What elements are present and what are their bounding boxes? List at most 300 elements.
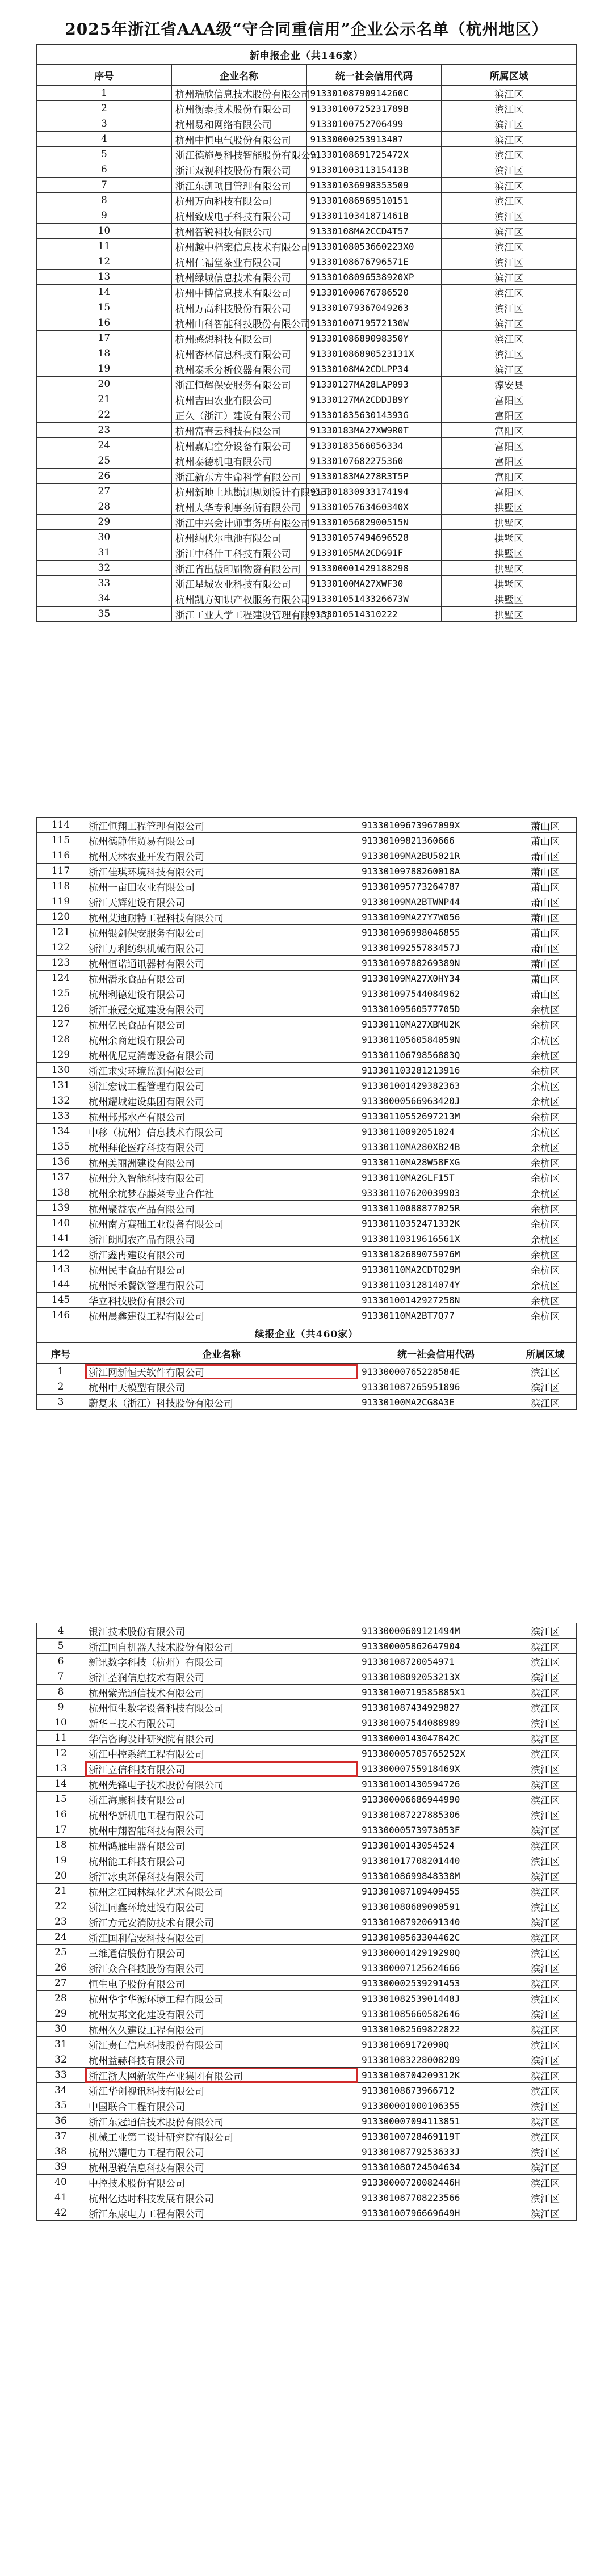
table-row [37, 239, 577, 254]
company-name: 杭州潘永食品有限公司 [85, 971, 358, 986]
company-name: 杭州分入智能科技有限公司 [85, 1170, 358, 1185]
region: 余杭区 [514, 1078, 577, 1093]
company-name: 杭州富春云科技有限公司 [171, 423, 306, 438]
table-row [37, 2083, 577, 2098]
credit-code: 91330110552697213M [358, 1109, 514, 1124]
region: 余杭区 [514, 1001, 577, 1017]
credit-code: 91330110352471332K [358, 1216, 514, 1231]
table-row [37, 1308, 577, 1323]
credit-code: 91330108704209312K [358, 2068, 514, 2083]
company-name: 浙江万利纺织机械有限公司 [85, 940, 358, 956]
table-row [37, 2205, 577, 2221]
table-row [37, 1001, 577, 1017]
company-name: 杭州泰德机电有限公司 [171, 453, 306, 469]
table-row [37, 300, 577, 315]
table-row [37, 116, 577, 132]
company-name: 机械工业第二设计研究院有限公司 [85, 2129, 358, 2144]
company-name: 浙江东凯项目管理有限公司 [171, 178, 306, 193]
region: 滨江区 [442, 208, 577, 224]
row-index: 134 [37, 1124, 85, 1139]
row-index: 23 [37, 1914, 85, 1930]
company-table [36, 1623, 577, 2221]
row-index: 35 [37, 2098, 85, 2114]
credit-code: 91330183MA27XW9R0T [306, 423, 442, 438]
company-name: 浙江海康科技有限公司 [85, 1792, 358, 1807]
table-row [37, 1293, 577, 1308]
company-name: 杭州天林农业开发有限公司 [85, 848, 358, 864]
region: 滨江区 [514, 1639, 577, 1654]
table-row [37, 285, 577, 300]
row-index: 129 [37, 1047, 85, 1063]
credit-code: 91330109788260018A [358, 864, 514, 879]
credit-code: 91330108699848338M [358, 1868, 514, 1884]
company-name: 杭州智锐科技有限公司 [171, 224, 306, 239]
region: 滨江区 [514, 1669, 577, 1685]
credit-code: 913301095773264787 [358, 879, 514, 894]
credit-code: 91330108676796571E [306, 254, 442, 270]
credit-code: 91330110679856883Q [358, 1047, 514, 1063]
region: 余杭区 [514, 1247, 577, 1262]
table-row [37, 818, 577, 833]
table-row [37, 2068, 577, 2083]
company-name: 中控技术股份有限公司 [85, 2175, 358, 2190]
table-row [37, 1139, 577, 1155]
row-index: 4 [37, 1623, 85, 1639]
credit-code: 91330109MA27Y7W056 [358, 910, 514, 925]
row-index: 6 [37, 162, 172, 178]
company-name: 浙江方元安消防技术有限公司 [85, 1914, 358, 1930]
company-name: 杭州山科智能科技股份有限公司 [171, 315, 306, 331]
table-row [37, 1930, 577, 1945]
row-index: 11 [37, 239, 172, 254]
company-name: 浙江宏诚工程管理有限公司 [85, 1078, 358, 1093]
credit-code: 91330110341871461B [306, 208, 442, 224]
company-name: 华立科技股份有限公司 [85, 1293, 358, 1308]
table-row [37, 1777, 577, 1792]
region: 滨江区 [514, 2160, 577, 2175]
table-row [37, 1247, 577, 1262]
region: 滨江区 [514, 2129, 577, 2144]
credit-code: 913301087434929827 [358, 1700, 514, 1715]
company-name: 杭州聚益农产品有限公司 [85, 1201, 358, 1216]
table-row [37, 925, 577, 940]
company-name: 杭州拜伦医疗科技有限公司 [85, 1139, 358, 1155]
credit-code: 91330100143054524 [358, 1838, 514, 1853]
company-name: 杭州恒诺通讯器材有限公司 [85, 956, 358, 971]
table-row [37, 1884, 577, 1899]
section-title: 新申报企业（共146家） [37, 45, 577, 65]
region: 萧山区 [514, 956, 577, 971]
row-index: 128 [37, 1032, 85, 1047]
region: 余杭区 [514, 1293, 577, 1308]
credit-code: 913301082569822822 [358, 2022, 514, 2037]
region: 余杭区 [514, 1063, 577, 1078]
table-row [37, 2022, 577, 2037]
region: 滨江区 [442, 193, 577, 208]
credit-code: 91330000573973053F [358, 1822, 514, 1838]
credit-code: 9133010514310222 [306, 607, 442, 622]
company-name: 杭州一亩田农业有限公司 [85, 879, 358, 894]
company-name: 华信咨询设计研究院有限公司 [85, 1731, 358, 1746]
row-index: 28 [37, 499, 172, 515]
company-name: 浙江国自机器人技术股份有限公司 [85, 1639, 358, 1654]
table-row [37, 86, 577, 101]
company-name: 浙江恒辉保安服务有限公司 [171, 377, 306, 392]
table-row [37, 561, 577, 576]
company-name: 浙江鑫冉建设有限公司 [85, 1247, 358, 1262]
region: 滨江区 [514, 1853, 577, 1868]
region: 拱墅区 [442, 576, 577, 591]
table-row [37, 1216, 577, 1231]
row-index: 124 [37, 971, 85, 986]
table-row [37, 848, 577, 864]
company-name: 浙江星城农业科技有限公司 [171, 576, 306, 591]
region: 滨江区 [442, 285, 577, 300]
company-name: 杭州紫光通信技术有限公司 [85, 1685, 358, 1700]
credit-code: 91330109560577705D [358, 1001, 514, 1017]
credit-code: 91330108096538920XP [306, 270, 442, 285]
credit-code: 913301096998046855 [358, 925, 514, 940]
company-name: 杭州万高科技股份有限公司 [171, 300, 306, 315]
row-index: 37 [37, 2129, 85, 2144]
region: 萧山区 [514, 925, 577, 940]
credit-code: 913301087265951896 [358, 1379, 514, 1395]
company-name: 浙江东康电力工程有限公司 [85, 2205, 358, 2221]
header-code: 统一社会信用代码 [358, 1343, 514, 1364]
row-index: 21 [37, 1884, 85, 1899]
credit-code: 91330000755918469X [358, 1761, 514, 1777]
row-index: 141 [37, 1231, 85, 1247]
company-name: 浙江浙大网新软件产业集团有限公司 [85, 2068, 358, 2083]
row-index: 138 [37, 1185, 85, 1201]
credit-code: 91330100311315413B [306, 162, 442, 178]
region: 富阳区 [442, 453, 577, 469]
row-index: 32 [37, 561, 172, 576]
company-name: 浙江省出版印刷物资有限公司 [171, 561, 306, 576]
row-index: 135 [37, 1139, 85, 1155]
credit-code: 91330127MA28LAP093 [306, 377, 442, 392]
table-row [37, 1047, 577, 1063]
table-row [37, 1639, 577, 1654]
table-row [37, 910, 577, 925]
credit-code: 913300001000106355 [358, 2098, 514, 2114]
credit-code: 91330108720054971 [358, 1654, 514, 1669]
region: 滨江区 [442, 116, 577, 132]
company-name: 蔚复来（浙江）科技股份有限公司 [85, 1395, 358, 1410]
region: 萧山区 [514, 940, 577, 956]
company-name: 浙江朗明农产品有限公司 [85, 1231, 358, 1247]
row-index: 29 [37, 2006, 85, 2022]
credit-code: 91330108673966712 [358, 2083, 514, 2098]
region: 余杭区 [514, 1170, 577, 1185]
row-index: 14 [37, 285, 172, 300]
region: 余杭区 [514, 1109, 577, 1124]
company-name: 杭州中恒电气股份有限公司 [171, 132, 306, 147]
column-header-row [37, 65, 577, 86]
credit-code: 913300006686944990 [358, 1792, 514, 1807]
region: 滨江区 [514, 1715, 577, 1731]
company-name: 三维通信股份有限公司 [85, 1945, 358, 1960]
region: 余杭区 [514, 1093, 577, 1109]
table-row [37, 1231, 577, 1247]
company-name: 浙江求实环境监测有限公司 [85, 1063, 358, 1078]
region: 拱墅区 [442, 607, 577, 622]
company-name: 杭州晨鑫建设工程有限公司 [85, 1308, 358, 1323]
credit-code: 913301007544088989 [358, 1715, 514, 1731]
company-name: 新华三技术有限公司 [85, 1715, 358, 1731]
row-index: 31 [37, 2037, 85, 2052]
region: 滨江区 [442, 162, 577, 178]
row-index: 18 [37, 1838, 85, 1853]
region: 富阳区 [442, 484, 577, 499]
region: 滨江区 [514, 2144, 577, 2160]
row-index: 120 [37, 910, 85, 925]
region: 滨江区 [514, 2205, 577, 2221]
region: 萧山区 [514, 864, 577, 879]
region: 滨江区 [514, 2098, 577, 2114]
table-row [37, 1093, 577, 1109]
credit-code: 913301097544084962 [358, 986, 514, 1001]
row-index: 144 [37, 1277, 85, 1293]
table-row [37, 1868, 577, 1884]
row-index: 145 [37, 1293, 85, 1308]
region: 拱墅区 [442, 545, 577, 561]
region: 滨江区 [514, 1838, 577, 1853]
company-name: 杭州能工科技有限公司 [85, 1853, 358, 1868]
company-name: 杭州杏林信息科技有限公司 [171, 346, 306, 361]
table-row [37, 1669, 577, 1685]
table-row [37, 315, 577, 331]
credit-code: 913301001430594726 [358, 1777, 514, 1792]
table-row [37, 591, 577, 607]
table-row [37, 1838, 577, 1853]
credit-code: 91330110092051024 [358, 1124, 514, 1139]
table-row [37, 1976, 577, 1991]
region: 滨江区 [514, 1930, 577, 1945]
table-row [37, 1063, 577, 1078]
row-index: 20 [37, 377, 172, 392]
table-row [37, 469, 577, 484]
region: 萧山区 [514, 986, 577, 1001]
company-name: 浙江天辉建设有限公司 [85, 894, 358, 910]
page-title: 2025年浙江省AAA级“守合同重信用”企业公示名单（杭州地区） [65, 20, 548, 39]
row-index: 17 [37, 331, 172, 346]
region: 滨江区 [442, 346, 577, 361]
company-name: 杭州瑞欣信息技术股份有限公司 [171, 86, 306, 101]
row-index: 24 [37, 438, 172, 453]
company-name: 杭州中博信息技术有限公司 [171, 285, 306, 300]
company-name: 新讯数字科技（杭州）有限公司 [85, 1654, 358, 1669]
table-row [37, 193, 577, 208]
credit-code: 91330110088877025R [358, 1201, 514, 1216]
region: 余杭区 [514, 1262, 577, 1277]
row-index: 33 [37, 2068, 85, 2083]
company-name: 杭州泰禾分析仪器有限公司 [171, 361, 306, 377]
row-index: 131 [37, 1078, 85, 1093]
credit-code: 91330108MA2CDLPP34 [306, 361, 442, 377]
credit-code: 91330108689098350Y [306, 331, 442, 346]
region: 余杭区 [514, 1308, 577, 1323]
table-row [37, 1822, 577, 1838]
table-row [37, 1853, 577, 1868]
table-row [37, 1109, 577, 1124]
region: 富阳区 [442, 423, 577, 438]
company-name: 杭州中翔智能科技有限公司 [85, 1822, 358, 1838]
region: 滨江区 [514, 2083, 577, 2098]
row-index: 5 [37, 1639, 85, 1654]
table-row [37, 1899, 577, 1914]
region: 余杭区 [514, 1047, 577, 1063]
region: 萧山区 [514, 848, 577, 864]
row-index: 116 [37, 848, 85, 864]
credit-code: 91330100MA27XWF30 [306, 576, 442, 591]
company-name: 浙江新东方生命科学有限公司 [171, 469, 306, 484]
row-index: 143 [37, 1262, 85, 1277]
region: 滨江区 [442, 239, 577, 254]
credit-code: 91330105763460340X [306, 499, 442, 515]
credit-code: 913301087920691340 [358, 1914, 514, 1930]
credit-code: 913301103281213916 [358, 1063, 514, 1078]
table-row [37, 1201, 577, 1216]
row-index: 22 [37, 407, 172, 423]
credit-code: 913301086890523131X [306, 346, 442, 361]
credit-code: 91330108MA2CCD4T57 [306, 224, 442, 239]
company-name: 杭州易和网络有限公司 [171, 116, 306, 132]
company-name: 杭州亿民食品有限公司 [85, 1017, 358, 1032]
row-index: 9 [37, 1700, 85, 1715]
company-name: 恒生电子股份有限公司 [85, 1976, 358, 1991]
company-name: 中移（杭州）信息技术有限公司 [85, 1124, 358, 1139]
region: 余杭区 [514, 1155, 577, 1170]
region: 滨江区 [514, 1654, 577, 1669]
credit-code: 91330109MA2BU5021R [358, 848, 514, 864]
table-row [37, 438, 577, 453]
region: 滨江区 [514, 1945, 577, 1960]
credit-code: 91330110319616561X [358, 1231, 514, 1247]
company-table [36, 817, 577, 1410]
row-index: 130 [37, 1063, 85, 1078]
row-index: 117 [37, 864, 85, 879]
credit-code: 933301107620039903 [358, 1185, 514, 1201]
row-index: 14 [37, 1777, 85, 1792]
region: 余杭区 [514, 1017, 577, 1032]
credit-code: 91330100728469119T [358, 2129, 514, 2144]
row-index: 122 [37, 940, 85, 956]
region: 滨江区 [514, 2006, 577, 2022]
company-name: 杭州利德建设有限公司 [85, 986, 358, 1001]
company-name: 银江技术股份有限公司 [85, 1623, 358, 1639]
credit-code: 91330100719572130W [306, 315, 442, 331]
credit-code: 91330108563304462C [358, 1930, 514, 1945]
row-index: 6 [37, 1654, 85, 1669]
table-row [37, 499, 577, 515]
company-name: 浙江冰虫环保科技有限公司 [85, 1868, 358, 1884]
row-index: 10 [37, 1715, 85, 1731]
row-index: 118 [37, 879, 85, 894]
row-index: 22 [37, 1899, 85, 1914]
row-index: 27 [37, 484, 172, 499]
table-row [37, 484, 577, 499]
row-index: 9 [37, 208, 172, 224]
credit-code: 913300005862647904 [358, 1639, 514, 1654]
table-row [37, 2098, 577, 2114]
row-index: 3 [37, 1395, 85, 1410]
region: 滨江区 [442, 254, 577, 270]
table-row [37, 2175, 577, 2190]
table-row [37, 1124, 577, 1139]
region: 滨江区 [514, 2068, 577, 2083]
credit-code: 91330100796669649H [358, 2205, 514, 2221]
column-header-row [37, 1343, 577, 1364]
company-name: 杭州鸿雁电器有限公司 [85, 1838, 358, 1853]
row-index: 12 [37, 1746, 85, 1761]
credit-code: 913301830933174194 [306, 484, 442, 499]
company-name: 浙江立信科技有限公司 [85, 1761, 358, 1777]
company-name: 浙江荃润信息技术有限公司 [85, 1669, 358, 1685]
table-row [37, 576, 577, 591]
row-index: 29 [37, 515, 172, 530]
section-title: 续报企业（共460家） [37, 1323, 577, 1343]
region: 滨江区 [514, 1761, 577, 1777]
table-row [37, 940, 577, 956]
region: 滨江区 [514, 1884, 577, 1899]
row-index: 125 [37, 986, 85, 1001]
table-row [37, 1262, 577, 1277]
credit-code: 91330000566963420J [358, 1093, 514, 1109]
company-name: 浙江国利信安科技有限公司 [85, 1930, 358, 1945]
company-name: 浙江中兴会计师事务所有限公司 [171, 515, 306, 530]
credit-code: 91330108779253633J [358, 2144, 514, 2160]
row-index: 140 [37, 1216, 85, 1231]
credit-code: 91330108053660223X0 [306, 239, 442, 254]
row-index: 127 [37, 1017, 85, 1032]
region: 滨江区 [442, 315, 577, 331]
credit-code: 91330183566056334 [306, 438, 442, 453]
credit-code: 91330105682900515N [306, 515, 442, 530]
region: 富阳区 [442, 392, 577, 407]
row-index: 1 [37, 86, 172, 101]
table-block-renew [36, 1623, 577, 2221]
row-index: 5 [37, 147, 172, 162]
region: 拱墅区 [442, 561, 577, 576]
company-name: 浙江德施曼科技智能股份有限公司 [171, 147, 306, 162]
region: 滨江区 [514, 1822, 577, 1838]
region: 萧山区 [514, 833, 577, 848]
table-row [37, 864, 577, 879]
company-name: 杭州余商建设有限公司 [85, 1032, 358, 1047]
credit-code: 913301086969510151 [306, 193, 442, 208]
table-row [37, 1078, 577, 1093]
company-name: 浙江贵仁信息科技股份有限公司 [85, 2037, 358, 2052]
company-name: 浙江中控系统工程有限公司 [85, 1746, 358, 1761]
table-row [37, 1945, 577, 1960]
row-index: 24 [37, 1930, 85, 1945]
row-index: 41 [37, 2190, 85, 2205]
row-index: 12 [37, 254, 172, 270]
company-name: 杭州华新机电工程有限公司 [85, 1807, 358, 1822]
region: 滨江区 [514, 1914, 577, 1930]
region: 滨江区 [514, 1991, 577, 2006]
region: 滨江区 [514, 1731, 577, 1746]
row-index: 39 [37, 2160, 85, 2175]
table-row [37, 545, 577, 561]
region: 滨江区 [514, 1976, 577, 1991]
company-name: 浙江众合科技股份有限公司 [85, 1960, 358, 1976]
row-index: 36 [37, 2114, 85, 2129]
company-name: 杭州耀城建设集团有限公司 [85, 1093, 358, 1109]
credit-code: 91330127MA2CDDJB9Y [306, 392, 442, 407]
row-index: 7 [37, 178, 172, 193]
